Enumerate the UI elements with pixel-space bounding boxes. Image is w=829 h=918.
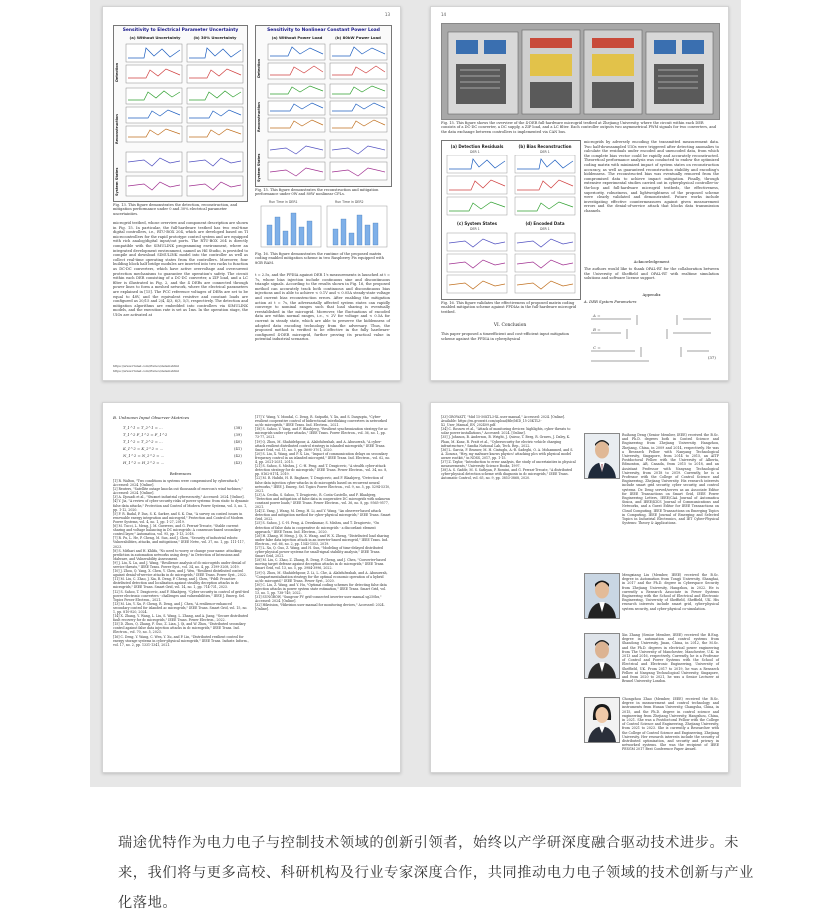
runtime-panel-title: Run Time in DER1 [269,200,298,204]
paper-page-biographies [430,402,729,773]
paper-page-13 [102,6,401,381]
reference-item: [28] M. Liu, C. Zhao, Z. Zhang, R. Deng, P. Cheng, and J. Chen, "Converter-based moving target defense against deception attacks in dc microgrids," IEEE Trans. Smart Grid, vol. 13, no. 5, pp. 3984-3996, 2022. [255,558,386,571]
body-text-left-column: microgrid testbed, whose overview and component description are shown in Fig. 15. In particular, the full-hardware testbed has two real-time digital controllers, i.e., RTU-BOX 204, which are developed based on TI microcontrollers for the rapid prototype control system and are equipped with rich analog/digital input/out ports. The RTU-BOX 204 is directly compatible with the SIMULINK programming environment, where an integrated development environment, named as Hil Studio, is provided to compile and download SIMULINK model into the controller as well as collect real-time operating states from the controllers. Moreover, four building block half bridge modules are inserted into two racks to function as DC-DC converters, which have active overvoltage and overcurrent protection mechanisms to guarantee the operation's safety. The circuit within each DER consisting of a DC-DC converter, a ZIP load, and a LC filter is illustrated in Fig. 2, and the 4 DERs are connected through power lines to form a meshed network, where the electrical parameters are explained in [15]. The PCC reference voltages of DERs are set to be equal to 48V, and the equivalent resistive and constant loads are configured as 20/15 and 2/4, 4/3, 6/3, 5/3, respectively. The detection and mitigation algorithms are embedded into controllers via SIMULINK models, and the execution rate is set as 1ms. In the operation stage, the UIOs are activated at [113,221,248,317]
author-photo-xin-zhang [584,633,620,679]
row-label: Detection [115,62,119,82]
result-plots [445,155,577,297]
reference-item: [24] Z. Yang, J. Wang, M. Deng, H. Li, and Y. Wang, "An observer-based attack detection and mitigation method for cyber-physical microgrids," IEEE Trans. Smart Grid, 2022. [255,509,391,522]
equation-number: (41) [234,446,242,451]
reference-item: [14] X. Zhang, Y. Wang, L. Liu, S. Wang, L. Zhang, and A. Jiang, "Secure distributed fault recovery for dc microgrids," IEEE Trans. Power Electron., 2022. [113,614,249,623]
conclusion-text: This paper proposed a timeefficient and cost-efficient input mitigation scheme against the FPDIA in cyberphysical [441,332,569,341]
reference-item: [7] R. Pu, L. He, P. Cheng, M. Sun, and J. Chen, "Security of industrial robots: Vulnerabilities, attacks, and mitigations," IEEE Netw., vol. 37, no. 1, pp. 111-117, 2023. [113,536,245,549]
row-label: System States [257,153,261,182]
reference-item: [32] Hikvision, "Hikvision user manual for monitoring devices," Accessed: 2024. [Online]. [255,603,385,612]
testbed-illustration [442,24,719,119]
reference-item: [21] S. Sahoo, S. Mishra, J. C.-H. Peng, and T. Dragicevic, "A stealth cyber-attack detection strategy for dc microgrids," IEEE Trans. Power Electron., vol. 34, no. 8, pp. 8162-8174, 2019. [255,464,388,477]
reference-item: [20] S. Liu, X. Wang, and P. X. Liu, "Impact of communication delays on secondary frequency control in an islanded microgrid," IEEE Trans. Ind. Electron., vol. 62, no. 4, pp. 2021-2031, 2015. [255,451,391,465]
svg-text:C =: C = [593,345,601,350]
page-number: 13 [384,12,390,17]
figure-parameter-uncertainty [113,25,248,202]
author-bio: Mengxiang Liu (Member, IEEE) received the B.Sc. degree in Automation from Tongji University, Shanghai, in 2017 and the Ph.D. degree in Cyberspace Security from Zhejiang University, Hangzhou, in 2022. He is currently a Research Associate in Power Systems Engineering with the School of Electrical and Electronic Engineering, University of Sheffield, Sheffield, UK. His research interests include smart grid, cyber-physical system security, and cyber-physical co-simulation. [622,573,719,611]
figure-caption: Fig. 15. This figure shows the overview of the 4-DER full-hardware microgrid testbed at Zhejiang University, where the circuit within each DER consists of a DC-DC converter, a DC supply, a ZIP load, and a LC filter. Each controller outputs two asymmetrical PWM signals for two converters, and the data exchange between controllers is implemented via CAN bus. [441,121,717,134]
panel-title: (a) Detection Residuals [450,144,504,149]
paper-page-14 [430,6,729,381]
figure-power-load [255,25,392,187]
section-heading: Appendix [642,292,661,297]
reference-item: [12] S. Sahoo, T. Dragicevic, and F. Blaabjerg, "Cyber security in control of grid-tied power electronic converters - challenges and vulnerabilities," IEEE J. Emerg. Sel. Topics Power Electron., 2021. [113,589,249,602]
reference-item: [33] GROWATT, "Mid 15-50KTL3-XL user manual," Accessed: 2024. [Online]. Available: https://en.growatt.com/upload/file/MID_15-25KTL3-X2_User_Manual_EN_202409.pdf. [441,415,566,428]
author-bio: Chongzhou Zhao (Member, IEEE) received the B.Sc. degree in measurement and control technology and instruments from Hunan University, Changsha, China, in 2015, and the Ph.D. degree in control science and engineering from Zhejiang University, Hangzhou, China, in 2021. She was a Postdoctoral Fellow with the College of Control Science and Engineering, Zhejiang University, from 2021 to 2023. She is currently a Researcher with the College of Control Science and Engineering, Zhejiang University. Her research interests include the security of distributed optimization, and security and privacy in networked systems. She was the recipient of IEEE PESGM 2017 Best Conference Paper Award. [622,697,719,752]
reference-item: [17] Y. Wang, Y. Mondal, C. Deng, R. Satpathi, Y. Xu, and S. Dasgupta, "Cyber-resilient cooperative control of bidirectional interlinking converters in networked ac/dc microgrids," IEEE Trans. Ind. Electron., 2021. [255,415,388,428]
reference-item: [26] H. Zhang, W. Meng, J. Qi, X. Wang, and W. X. Zheng, "Distributed load sharing under false data injection attack in an inverter-based microgrid," IEEE Trans. Ind. Electron., vol. 66, no. 2, pp. 1543-1553, 2019. [255,533,389,546]
reference-item: [27] L. Xu, Q. Guo, Z. Wang, and H. Sun, "Modeling of time-delayed distributed cyber-physical power systems for small-signal stability analysis," IEEE Trans. Smart Grid, 2021. [255,546,383,559]
reference-item: [19] Q. Zhou, M. Shahidehpour, A. Alabdulwahab, and A. Abusorrah, "A cyber-attack resilient distributed control strategy in islanded microgrids," IEEE Trans. Smart Grid, vol. 11, no. 5, pp. 3690-3701, 2020. [255,439,386,452]
equation-number: (40) [234,439,242,444]
reference-item: [23] A. Cecilia, S. Sahoo, T. Dragicevic, R. Costa-Castello, and F. Blaabjerg, "Detection and mitigation of false data in cooperative DC microgrids with unknown constant power loads," IEEE Trans. Power Electron., vol. 36, no. 8, pp. 9565-9577, 2021. [255,492,391,510]
reference-item: [30] C. Liu, Z. Wang, and Y. Hu, "Optimal coding schemes for detecting false data injection attacks in power system state estimation," IEEE Trans. Smart Grid, vol. 13, no. 1, pp. 738-749, 2022. [255,582,387,596]
acknowledgement-text: The authors would like to thank OPAL-RT for the collaboration between the University of Sheffield and OPAL-RT with realtime simulation solutions and software license support. [584,267,719,281]
equation-number: (37) [708,355,716,360]
equation-number: (43) [234,460,242,465]
reference-item: [25] S. Sahoo, J. C.-H. Peng, A. Devakumar, S. Mishra, and T. Dragicevic, "On detection of false data in cooperative dc microgrids - a discordant element approach," IEEE Trans. Ind. Electron., 2020. [255,521,380,534]
panel-title: (d) Encoded Data [525,221,565,226]
panel-title: (b) Bias Reconstruction [518,144,572,149]
panel-subtitle: DER 1 [470,150,480,154]
runtime-panel-title: Run Time in DER2 [335,200,364,204]
appendix-equations [587,309,717,369]
reference-item: [37] Z. Taylor, "Introduction to error analysis, the study of uncertainties in physical measurements," University Science Books, 1997. [441,460,576,469]
figure-caption: Fig. 16. This figure demonstrates the runtime of the proposed matrix coding enabled mitigation scheme in two Raspberry Pis equipped with 8GB RAM. [255,252,384,265]
reference-item: [3] A. Djouadi et al., "Stuxnet industrial cybersecurity," Accessed: 2024. [Online]. [113,495,245,500]
equation-number: (39) [234,432,242,437]
equation-number: (42) [234,453,242,458]
document-preview-panel [90,0,741,787]
hardware-testbed-photo [441,23,720,120]
reference-item: [15] D. Zhou, Q. Zhang, F. Guo, Z. Lian, J. Qi, and W. Zhou, "Distributed secondary control against false data injection attacks in dc microgrids," IEEE Trans. Ind. Electron., vol. 70, no. 5, 2023. [113,622,246,635]
equation-number: (38) [234,425,242,430]
panel-title: (c) System States [457,221,497,226]
reference-list-column-1 [113,479,249,647]
references-heading: References [169,471,192,476]
reference-item: [9] J. Liu, X. Lu, and J. Wang, "Resilience analysis of dc microgrids under denial of service threats," IEEE Trans. Power Syst., vol. 34, no. 4, pp. 3199-3208, 2019. [113,560,246,569]
reference-item: [10] J. Zhou, Q. Yang, X. Chen, Y. Chen, and J. Wen, "Resilient distributed control against denial-of-service attacks in dc microgrids," IEEE Trans. Power Syst., 2022. [113,569,247,578]
author-bio: Xin Zhang (Senior Member, IEEE) received the B.Eng. degree in automation and control systems from Shandong University, Jinan, China, in 2012, the M.Sc. and the Ph.D. degrees in electrical power engineering from The University of Manchester, Manchester, U.K. in 2013 and 2016, respectively. Currently, he is a Professor of Control and Power Systems with the School of Electrical and Electronic Engineering, University of Sheffield, UK. From 2017 to 2019, he was a Research Fellow at Nanyang Technological University, Singapore, and from 2020 to 2021, he was a Senior Lecturer at Brunel University London. [622,633,719,684]
reference-item: [8] S. Mithari and H. Khlifa, "No need to worry or change your name: attacking prediction in automation networks using deep," in Detection of Intrusions and Malware, and Vulnerability Assessment. [113,548,242,561]
body-text-right-column: t = 2.5s, and the FPDIA against DER 1's measurements is launched at t = 7s, whose bias injection include continuous sine and discontinuous triangle signals. According to the results shown in Fig. 16, the proposed method can accurately track both continuous and discontinuous bias injections and is able to achieve < 0.1V and < 0.05A steady-state voltage and current bias reconstruction errors. After enabling the mitigation action at t = 7s, the adversarially affected system states can rapidly converge to nominal ranges such that load sharing is eventually reestablished in the microgrid. Moreover, the fluctuations of encoded data are within normal ranges, i.e., < 2V for voltage and < 0.5A for current in steady state, which are able to preserve the hiddenness of adopted data encoding technology from the adversary. Thus, the proposed method is verified to be effective in the fully hardware-configured 4-DER microgrid, further proving its practical value in potential industrial scenarios. [255,273,390,342]
figure-hardware-results [441,140,581,300]
reference-item: [5] F. R. Badal, P. Das, S. K. Sarker, and S. K. Das, "A survey on control issues in renewable energy integration and microgrid," Protection and Control of Modern Power Systems, vol. 4, no. 1, pp. 1-27, 2019. [113,511,244,524]
reference-item: [31] SUNGROW, "Sungrow PV grid-connected inverter user manual sg250hx," Accessed: 2024. [Online]. [255,595,382,604]
row-label: System States [115,167,119,196]
author-bio: Ruihong Deng (Senior Member, IEEE) received the B.Sc. and Ph.D. degrees both in Control Science and Engineering from Zhejiang University, Hangzhou, Zhejiang, China, in 2009 and 2014, respectively. He was a Research Fellow with Nanyang Technological University, Singapore, from 2014 to 2015, an AITF Postdoctoral Fellow with the University of Alberta, Edmonton, AB, Canada, from 2015 to 2018, and an Assistant Professor with Nanyang Technological University, from 2018 to 2019. Currently, he is a Professor with the College of Control Science and Engineering, Zhejiang University. His research interests include smart grid security, cyber security, and control systems. Dr. Deng served/serves as an Associate Editor for IEEE Transactions on Smart Grid, IEEE Power Engineering Letters, IEEE/CAA Journal of Automatica Sinica, and IEEE/KICS Journal of Communications and Networks, and a Guest Editor for IEEE Transactions on Cloud Computing, IEEE Transactions on Emerging Topics in Computing, IEEE Journal of Emerging and Selected Topics in Industrial Electronics, and IET Cyber-Physical Systems: Theory & Applications. [622,433,719,526]
body-text-right-column: microgrids by adversely encoding the transmitted measurement data. Two half-downsampled UIOs were triggered after detecting anomalies to calculate the residuals under encoded and unencoded data, from which the complete bias vector could be rapidly and accurately reconstructed. Theoretical performance analysis was conducted to endow the optimized coding matrix with minimized impact of system states on reconstruction accuracy, as well as guaranteed reconstruction stability and encoding's hiddenness. The reconstructed bias was eventually removed from the compromised data to achieve impact mitigation. Finally, through extensive experimental studies carried out in cyberphysical controller-in-the-loop and full-hardware microgrid testbeds, the effectiveness, superiority, robustness, and lightweightness of the proposed scheme were clearly validated and demonstrated. Future works include investigating effective countermeasures against given measurement errors and the denial-of-service attack that blocks data transmission channels. [584,140,719,213]
row-label: Reconstruction [257,102,261,132]
equation: T_1^1 = T_2^1 = ... [123,425,163,430]
reference-item: [16] C. Deng, Y. Wang, C. Wen, Y. Xu, and P. Lin, "Distributed resilient control for energy storage systems in cyber-physical microgrids," IEEE Trans. Industr. Inform., vol. 17, no. 2, pp. 1331-1341, 2021. [113,634,249,647]
row-label: Reconstruction [115,114,119,144]
avatar [585,574,619,618]
reference-item: [6] M. Tucci, L. Meng, J. M. Guerrero, and G. Ferrari-Trecate, "Stable current sharing and voltage balancing in DC microgrids: A consensus-based secondary control layer," Automatica, vol. 95, pp. 1-13, 2018. [113,524,241,537]
equation: T_1^2 = T_2^2 = ... [123,439,163,444]
author-photo-chongzhou-zhao [584,697,620,743]
figure-caption: Fig. 16. This figure validates the effectiveness of proposed matrix coding enabled mitigation scheme against FPDIAs in the full-hardware microgrid testbed. [441,301,577,314]
reference-item: [34] C. Rossow et al., "Attack of monitoring devices: highlights, cyber threats to solar power installations," Accessed: 2024. [Online]. [441,427,571,436]
figure-subtitle: (a) Without Uncertainty [129,35,181,40]
avatar [585,698,619,742]
figure-title: Sensitivity to Electrical Parameter Uncertainty [122,28,239,33]
row-label: Detection [257,58,261,78]
page-number: 14 [441,12,447,17]
section-heading: Acknowledgement [633,259,670,264]
section-heading: VI. Conclusion [493,323,527,328]
footnote: https://www.rtunet.com/rtubox/detail.shtml [113,369,179,373]
avatar [585,434,619,478]
reference-item: [35] J. Johnson, B. Anderson, B. Wright, J. Quiroz, T. Berg, R. Graves, J. Daley, K. Phan, M. Kunz, R. Pratt et al., "Cybersecurity for electric vehicle charging infrastructure," Sandia National Lab, Tech. Rep., 2022. [441,435,571,448]
paper-page-references [102,402,401,773]
equation: H_1^2 = H_2^2 = ... [123,460,165,465]
reference-item: [38] A. S. Gadde, M. S. Sathyan, P. Rossini, and G. Ferrari-Trecate, "A distributed cyber-physical detection scheme with diagnosis in dc microgrids," IEEE Trans. Automatic Control, vol. 65, no. 9, pp. 3853-3868, 2020. [441,468,573,481]
reference-item: [36] L. Garcia, F. Brasser, M. H. Cintuglu, A.-R. Sadeghi, O. A. Mohammed, and S. A. Zonouz, "Hey, my malware knows physics! attacking plcs with physical model aware rootkit," in NDSS, 2017, pp. 1-15. [441,447,574,460]
subsection-heading: A. DER System Parameters [584,299,637,304]
svg-text:B =: B = [593,327,601,332]
section-heading: B. Unknown Input Observer Matrices [113,415,190,420]
panel-subtitle: DER 1 [540,150,550,154]
equation: T_1^2 F_1^2 = F_1^2 [123,432,168,437]
reference-item: [1] R. Walton, "Two conditions in systems were compromised by cyberattack," Accessed: 2024. [Online]. [113,479,240,488]
svg-text:A =: A = [593,313,601,318]
reference-item: [11] M. Liu, C. Zhao, J. Xia, R. Deng, P. Cheng, and J. Chen, "Pddl: Proactive distributed detection and localization against stealthy deception attacks in dc microgrids," IEEE Trans. Smart Grid, vol. 14, no. 1, pp. 714-731, 2023. [113,577,239,590]
avatar [585,634,619,678]
panel-subtitle: DER 1 [470,227,480,231]
figure-subtitle: (b) 80kW Power Load [335,35,381,40]
runtime-bars [259,205,391,249]
panel-subtitle: DER 1 [540,227,550,231]
article-caption-text: 瑞途优特作为电力电子与控制技术领域的创新引领者，始终以产学研深度融合驱动技术进步。未来，我们将与更多高校、科研机构及行业专家深度合作，共同推动电力电子领域的技术创新与产业化落地。 [118,835,754,911]
reference-list [441,415,577,481]
author-photo-mengxiang-liu [584,573,620,619]
figure-caption: Fig. 15. This figure demonstrates the reconstruction and mitigation performance under 0W and 80W nonlinear CPLs. [255,188,379,197]
reference-item: [29] Q. Zhou, M. Shahidehpour, Z. Li, L. Che, A. Alabdulwahab, and A. Abusorrah, "Compartmentalization strategy for the optimal economic operation of a hybrid ac/dc microgrid," IEEE Trans. Power Syst., 2020. [255,570,388,583]
reference-item: [4] Y. Jia, "A review of cyber security risks of power systems: from static to dynamic false data attacks," Protection and Control of Modern Power Systems, vol. 5, no. 1, pp. 1-12, 2020. [113,499,249,512]
reference-item: [13] M. Liu, Y. Xu, P. Cheng, R. Deng, and J. Chen, "A resilience-enhanced secondary control for islanded ac microgrids," IEEE Trans. Smart Grid, vol. 15, no. 1, pp. 810-820, 2024. [113,601,248,614]
figure-subtitle: (b) 30% Uncertainty [193,35,237,40]
equation: N_1^2 = N_2^2 = ... [123,453,165,458]
figure-caption: Fig. 13. This figure demonstrates the detection, reconstruction, and mitigation performance under 0 and 30% electrical parameter uncertainties. [113,203,238,216]
figure-plots [266,42,389,184]
author-photo-ruihong-deng [584,433,620,479]
figure-plots [124,42,245,198]
figure-title: Sensitivity to Nonlinear Constant Power Load [267,28,380,33]
footnote: https://www.rtunet.com/rtubox/detail.shtml [113,364,179,368]
reference-item: [18] S. Sahoo, Y. Yang, and F. Blaabjerg, "Resilient synchronization strategy for ac microgrids under cyber attacks," IEEE Trans. Power Electron., vol. 36, no. 1, pp. 73-77, 2021. [255,427,388,440]
figure-subtitle: (a) Without Power Load [271,35,323,40]
reference-item: [2] Reuters, "Satellite outage knocks out thousands of enercon's wind turbines," Accessed: 2024. [Online]. [113,487,243,496]
reference-item: [22] M. R. Habibi, H. R. Baghaee, T. Dragicevic, and F. Blaabjerg, "Detection of false data injection cyber-attacks in dc microgrids based on recurrent neural networks," IEEE J. Emerg. Sel. Topics Power Electron., vol. 9, no. 5, pp. 5294-5310, 2021. [255,476,391,493]
equation: K_1^2 = K_2^2 = ... [123,446,164,451]
reference-list-column-2 [255,415,391,612]
